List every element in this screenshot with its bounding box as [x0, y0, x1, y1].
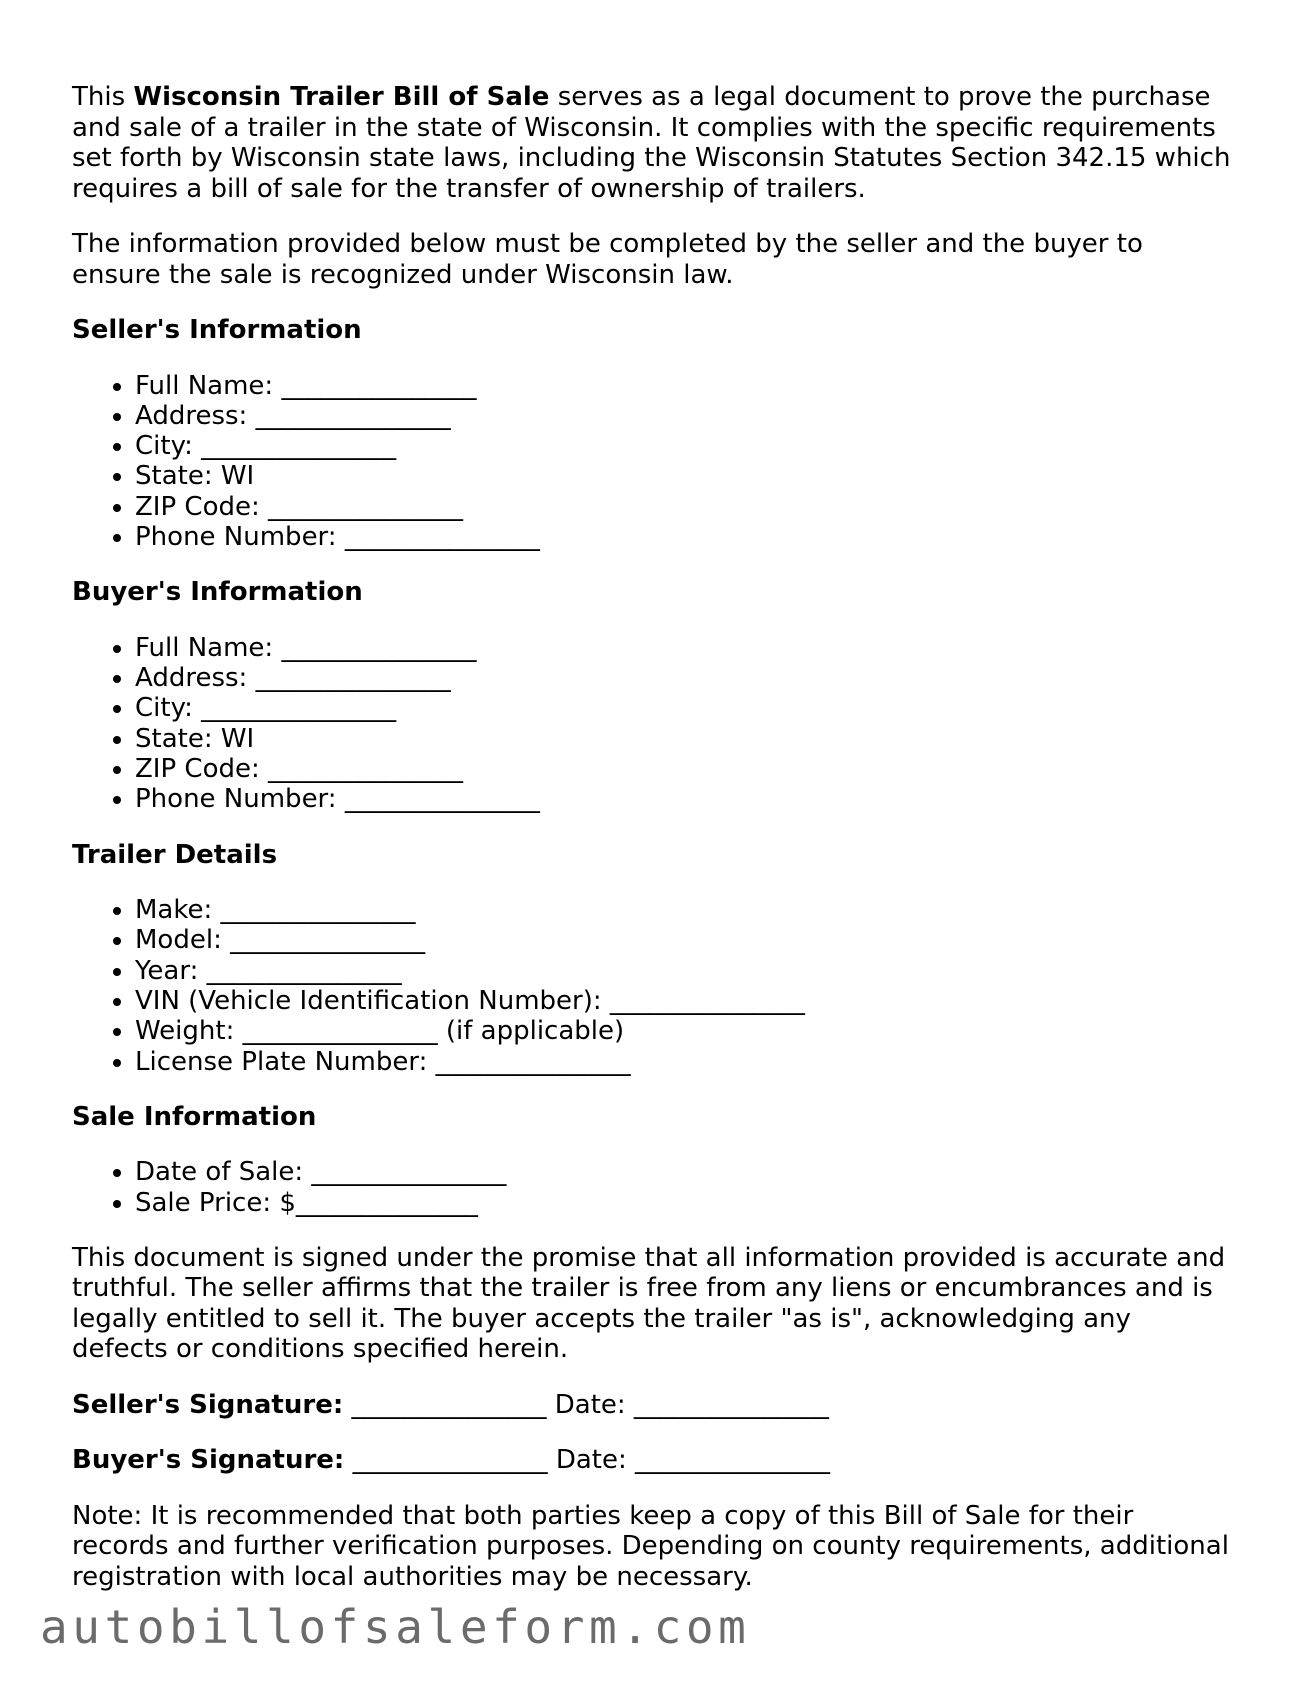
intro-text-start: This — [72, 82, 134, 112]
buyer-phone: • Phone Number: _______________ — [135, 784, 1232, 814]
intro-paragraph — [72, 82, 1232, 204]
buyer-heading: Buyer's Information — [72, 577, 363, 608]
affirmation-paragraph: This document is signed under the promise that all information provided is accurate and truthful. The seller affirms that the trailer is free from any liens or encumbrances and is legally entitled to sell it. The buyer accepts the trailer "as is", acknowledging any defects or conditions specified herein. — [72, 1242, 1226, 1365]
sale-list — [72, 1157, 1232, 1218]
note-paragraph: Note: It is recommended that both parties keep a copy of this Bill of Sale for their records and further verification purposes. Depending on county requirements, additional registration with local authorities may be necessary. — [72, 1500, 1229, 1592]
buyer-city: • City: _______________ — [135, 693, 1232, 723]
site-watermark: autobillofsaleform.com — [40, 1600, 751, 1654]
seller-signature-label: Seller's Signature: — [72, 1389, 344, 1420]
trailer-list — [72, 895, 1232, 1077]
trailer-weight: • Weight: _______________ (if applicable) — [135, 1016, 1232, 1046]
intro-text-end: serves as a legal document to prove the purchase and sale of a trailer in the state of Wisconsin. It complies with the specific requirements set forth by Wisconsin state laws, including the Wisconsin Statutes Section 342.15 which requires a bill of sale for the transfer of ownership of trailers. — [72, 82, 1231, 204]
seller-phone: • Phone Number: _______________ — [135, 522, 1232, 552]
sale-price: • Sale Price: $______________ — [135, 1188, 1232, 1218]
instructions-paragraph: The information provided below must be completed by the seller and the buyer to ensure the sale is recognized under Wisconsin law. — [72, 229, 1143, 290]
sale-date: • Date of Sale: _______________ — [135, 1157, 1232, 1187]
seller-signature-line — [72, 1390, 1232, 1421]
trailer-license-plate: • License Plate Number: _______________ — [135, 1047, 1232, 1077]
seller-city: • City: _______________ — [135, 431, 1232, 461]
sale-heading: Sale Information — [72, 1101, 317, 1132]
trailer-model: • Model: _______________ — [135, 925, 1232, 955]
buyer-signature-fields: _______________ Date: _______________ — [344, 1445, 831, 1476]
seller-full-name: • Full Name: _______________ — [135, 371, 1232, 401]
trailer-year: • Year: _______________ — [135, 956, 1232, 986]
seller-heading: Seller's Information — [72, 315, 362, 345]
trailer-vin: • VIN (Vehicle Identification Number): _______________ — [135, 986, 1232, 1016]
seller-zip: • ZIP Code: _______________ — [135, 492, 1232, 522]
seller-state: • State: WI — [135, 461, 1232, 491]
document-title: Wisconsin Trailer Bill of Sale — [133, 82, 550, 112]
document-body — [72, 82, 1232, 1592]
trailer-heading: Trailer Details — [72, 839, 278, 870]
buyer-state: • State: WI — [135, 724, 1232, 754]
buyer-zip: • ZIP Code: _______________ — [135, 754, 1232, 784]
seller-address: • Address: _______________ — [135, 401, 1232, 431]
buyer-signature-line — [72, 1445, 1232, 1476]
buyer-full-name: • Full Name: _______________ — [135, 633, 1232, 663]
buyer-address: • Address: _______________ — [135, 663, 1232, 693]
trailer-make: • Make: _______________ — [135, 895, 1232, 925]
seller-signature-fields: _______________ Date: _______________ — [343, 1389, 829, 1420]
buyer-signature-label: Buyer's Signature: — [72, 1445, 345, 1476]
seller-list — [72, 371, 1232, 553]
buyer-list — [72, 633, 1232, 815]
